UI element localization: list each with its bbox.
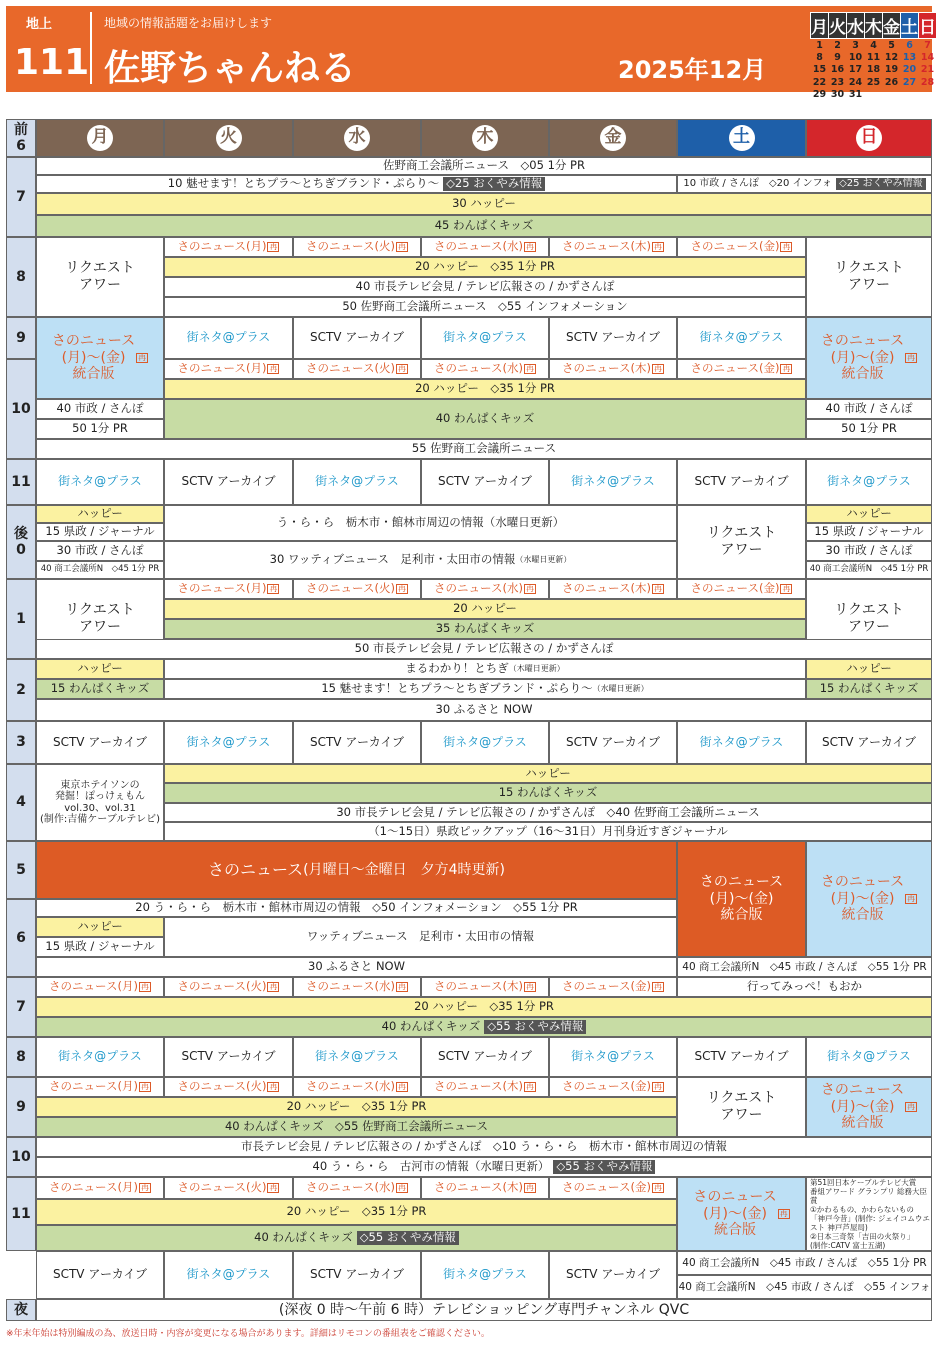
program-cell: 街ネタ@プラス bbox=[677, 317, 806, 359]
program-cell: 30 ハッピー bbox=[36, 193, 932, 215]
sano-news-cell: さのニュース(水) 再 bbox=[421, 237, 549, 257]
day-label: 水 bbox=[344, 125, 370, 151]
program-cell: 45 わんぱくキッズ bbox=[36, 215, 932, 237]
program-cell: リクエスト アワー bbox=[36, 579, 164, 659]
program-cell: 街ネタ@プラス bbox=[806, 1037, 932, 1077]
sano-digest: さのニュース (月)〜(金) 統合版 再 bbox=[806, 317, 932, 399]
program-cell: 35 わんぱくキッズ bbox=[164, 619, 806, 639]
sano-news-cell: さのニュース(月) 再 bbox=[36, 1077, 164, 1097]
program-cell: SCTV アーカイブ bbox=[549, 317, 677, 359]
program-cell: 街ネタ@プラス bbox=[549, 459, 677, 505]
schedule-grid bbox=[6, 119, 932, 1321]
sano-news-cell: さのニュース(水) 再 bbox=[421, 579, 549, 599]
program-cell: リクエスト アワー bbox=[806, 237, 932, 317]
program-cell: SCTV アーカイブ bbox=[806, 721, 932, 764]
hour-label: 9 bbox=[6, 1077, 36, 1137]
calendar-date: 26 bbox=[884, 76, 899, 88]
footer-note: ※年末年始は特別編成の為、放送日時・内容が変更になる場合があります。詳細はリモコンの番組表をご確認ください。 bbox=[6, 1329, 490, 1339]
program-cell: リクエスト アワー bbox=[677, 505, 806, 579]
program-cell: 街ネタ@プラス bbox=[677, 721, 806, 764]
calendar-date: 6 bbox=[906, 39, 913, 51]
program-cell: 街ネタ@プラス bbox=[421, 721, 549, 764]
calendar-date: 15 bbox=[812, 64, 827, 76]
day-header bbox=[806, 119, 932, 157]
calendar-date bbox=[883, 89, 901, 102]
program-cell: SCTV アーカイブ bbox=[421, 459, 549, 505]
sano-news-cell: さのニュース(金) 再 bbox=[677, 359, 806, 379]
hour-label: 5 bbox=[6, 841, 36, 899]
program-cell: リクエスト アワー bbox=[677, 1077, 806, 1137]
program-cell: 40 う・ら・ら 古河市の情報（水曜日更新） ◇55 おくやみ情報 bbox=[36, 1157, 932, 1177]
sano-digest: さのニュース (月)〜(金) 統合版 再 bbox=[36, 317, 164, 399]
calendar-date: 16 bbox=[830, 64, 845, 76]
hour-label: 3 bbox=[6, 721, 36, 764]
program-cell: ハッピー bbox=[806, 505, 932, 523]
day-header bbox=[164, 119, 293, 157]
sano-news-cell: さのニュース(金) 再 bbox=[677, 579, 806, 599]
calendar-date: 11 bbox=[866, 51, 881, 63]
program-cell: 東京ホテイソンの 発掘！ぽっけぇもん vol.30、vol.31 (制作:吉備ケーブルテレビ) bbox=[36, 764, 164, 841]
header-divider bbox=[90, 12, 92, 84]
program-cell: 20 ハッピー ◇35 1分 PR bbox=[36, 1199, 677, 1225]
program-cell: 20 ハッピー ◇35 1分 PR bbox=[36, 997, 932, 1017]
program-cell: 街ネタ@プラス bbox=[164, 1251, 293, 1299]
day-label: 火 bbox=[216, 125, 242, 151]
program-cell: SCTV アーカイブ bbox=[164, 459, 293, 505]
program-cell: 40 商工会議所N ◇45 1分 PR bbox=[806, 561, 932, 579]
sano-news-cell: さのニュース(木) 再 bbox=[549, 579, 677, 599]
program-cell: 40 商工会議所N ◇45 1分 PR bbox=[36, 561, 164, 579]
program-cell: （1〜15日）県政ピックアップ（16〜31日）月刊身近すぎジャーナル bbox=[164, 822, 932, 841]
sano-news-cell: さのニュース(月) 再 bbox=[164, 579, 293, 599]
hour-label: 1 bbox=[6, 579, 36, 659]
sano-news-cell: さのニュース(水) 再 bbox=[421, 359, 549, 379]
program-cell: SCTV アーカイブ bbox=[549, 1251, 677, 1299]
sano-news-cell: さのニュース(月) 再 bbox=[36, 977, 164, 997]
program-cell: 40 市政 / さんぽ bbox=[806, 399, 932, 419]
program-cell: 20 ハッピー ◇35 1分 PR bbox=[36, 1097, 677, 1117]
program-cell: SCTV アーカイブ bbox=[293, 317, 421, 359]
program-cell: 30 市政 / さんぽ bbox=[806, 541, 932, 561]
calendar-date: 3 bbox=[852, 39, 859, 51]
program-cell: 40 市長テレビ会見 / テレビ広報さの / かずさんぽ bbox=[164, 277, 806, 297]
channel-type: 地上 bbox=[26, 17, 53, 32]
calendar-date: 18 bbox=[866, 64, 881, 76]
header-bar bbox=[6, 6, 932, 92]
calendar-date: 10 bbox=[848, 51, 863, 63]
program-cell: 街ネタ@プラス bbox=[421, 1251, 549, 1299]
sano-news-cell: さのニュース(火) 再 bbox=[164, 1177, 293, 1199]
program-cell: 街ネタ@プラス bbox=[806, 459, 932, 505]
calendar-date: 27 bbox=[902, 76, 917, 88]
sano-news-cell: さのニュース(火) 再 bbox=[164, 1077, 293, 1097]
program-cell: 40 商工会議所N ◇45 市政 / さんぽ ◇55 1分 PR bbox=[677, 1251, 932, 1275]
program-cell: 15 わんぱくキッズ bbox=[164, 783, 932, 803]
calendar-date: 14 bbox=[920, 51, 935, 63]
program-cell: 50 1分 PR bbox=[36, 419, 164, 439]
program-note: ◇55 おくやみ情報 bbox=[553, 1160, 655, 1173]
calendar-date: 24 bbox=[848, 76, 863, 88]
program-cell: 15 県政 / ジャーナル bbox=[36, 523, 164, 541]
program-cell: 30 ふるさと NOW bbox=[36, 699, 932, 721]
program-cell: ハッピー bbox=[36, 505, 164, 523]
program-cell: ワッティブニュース 足利市・太田市の情報 bbox=[164, 917, 677, 957]
channel-title: 佐野ちゃんねる bbox=[104, 48, 357, 89]
program-note: ◇25 おくやみ情報 bbox=[443, 177, 545, 190]
sano-news-cell: さのニュース(木) 再 bbox=[549, 237, 677, 257]
calendar-date bbox=[919, 89, 937, 102]
calendar-date bbox=[865, 89, 883, 102]
program-cell: 15 県政 / ジャーナル bbox=[36, 937, 164, 957]
calendar-day-head: 土 bbox=[901, 13, 919, 39]
sano-digest: さのニュース (月)〜(金) 統合版 再 bbox=[806, 1077, 932, 1137]
program-note: （水曜日更新） bbox=[515, 555, 572, 565]
program-cell: SCTV アーカイブ bbox=[677, 1037, 806, 1077]
program-note: ◇55 おくやみ情報 bbox=[484, 1020, 586, 1033]
program-cell: 40 わんぱくキッズ ◇55 佐野商工会議所ニュース bbox=[36, 1117, 677, 1137]
calendar-date: 23 bbox=[830, 76, 845, 88]
sano-news-cell: さのニュース(水) 再 bbox=[293, 977, 421, 997]
program-cell: 40 わんぱくキッズ ◇55 おくやみ情報 bbox=[36, 1225, 677, 1251]
calendar-day-head: 水 bbox=[847, 13, 865, 39]
program-cell: 行ってみっぺ！もおか bbox=[677, 977, 932, 997]
program-cell: 50 市長テレビ会見 / テレビ広報さの / かずさんぽ bbox=[36, 639, 932, 659]
day-header bbox=[549, 119, 677, 157]
program-cell: 街ネタ@プラス bbox=[164, 317, 293, 359]
program-cell: 街ネタ@プラス bbox=[36, 1037, 164, 1077]
sano-news-cell: さのニュース(木) 再 bbox=[421, 977, 549, 997]
sano-news-cell: さのニュース(金) 再 bbox=[549, 1077, 677, 1097]
calendar-date: 20 bbox=[902, 64, 917, 76]
sano-digest: さのニュース (月)〜(金) 統合版 再 bbox=[806, 841, 932, 957]
hour-label: 7 bbox=[6, 977, 36, 1037]
program-cell: ハッピー bbox=[36, 659, 164, 679]
program-cell: 20 ハッピー ◇35 1分 PR bbox=[164, 257, 806, 277]
hour-label: 2 bbox=[6, 659, 36, 721]
program-cell: 15 県政 / ジャーナル bbox=[806, 523, 932, 541]
program-cell: 第51回日本ケーブルテレビ大賞 番組アワード グランプリ 総務大臣賞 ①かわるもの、かわらないもの 「神戸今昔」(制作: ジェイコムウエスト 神戸芦屋局) ②日本三奇祭「吉田の火祭り」 (制作:CATV 富士五湖) bbox=[806, 1177, 932, 1251]
hour-label: 夜 bbox=[6, 1299, 36, 1321]
program-note: (月曜日〜金曜日 夕方4時更新) bbox=[303, 861, 506, 878]
program-cell: 40 商工会議所N ◇45 市政 / さんぽ ◇55 1分 PR bbox=[677, 957, 932, 977]
calendar-date: 25 bbox=[866, 76, 881, 88]
program-cell: まるわかり！とちぎ （木曜日更新） bbox=[164, 659, 806, 679]
program-cell: SCTV アーカイブ bbox=[549, 721, 677, 764]
program-cell: 街ネタ@プラス bbox=[293, 459, 421, 505]
program-cell: 30 市長テレビ会見 / テレビ広報さの / かずさんぽ ◇40 佐野商工会議所ニュース bbox=[164, 803, 932, 822]
sano-digest: さのニュース (月)〜(金) 統合版 再 bbox=[677, 1177, 806, 1251]
program-cell: リクエスト アワー bbox=[36, 237, 164, 317]
calendar-date: 31 bbox=[848, 89, 863, 101]
program-cell: 街ネタ@プラス bbox=[293, 1037, 421, 1077]
program-cell: SCTV アーカイブ bbox=[293, 1251, 421, 1299]
calendar-date: 2 bbox=[834, 39, 841, 51]
hour-label: 6 bbox=[6, 899, 36, 977]
program-cell: リクエスト アワー bbox=[806, 579, 932, 659]
program-cell: (深夜 0 時〜午前 6 時）テレビショッピング専門チャンネル QVC bbox=[36, 1299, 932, 1321]
calendar-date: 19 bbox=[884, 64, 899, 76]
program-cell: SCTV アーカイブ bbox=[677, 459, 806, 505]
sano-news-cell: さのニュース(水) 再 bbox=[293, 1077, 421, 1097]
program-cell: 20 う・ら・ら 栃木市・館林市周辺の情報 ◇50 インフォメーション ◇55 1分 PR bbox=[36, 899, 677, 917]
hour-label: 4 bbox=[6, 764, 36, 841]
calendar-day-head: 金 bbox=[883, 13, 901, 39]
program-cell: SCTV アーカイブ bbox=[293, 721, 421, 764]
calendar-date: 5 bbox=[888, 39, 895, 51]
day-header bbox=[421, 119, 549, 157]
calendar-date: 1 bbox=[816, 39, 823, 51]
calendar-date: 22 bbox=[812, 76, 827, 88]
program-cell: SCTV アーカイブ bbox=[36, 1251, 164, 1299]
calendar-day-head: 月 bbox=[811, 13, 829, 39]
calendar-day-head: 火 bbox=[829, 13, 847, 39]
sano-digest: さのニュース (月)〜(金) 統合版 bbox=[677, 841, 806, 957]
calendar-day-head: 日 bbox=[919, 13, 937, 39]
sano-news-cell: さのニュース(金) 再 bbox=[549, 1177, 677, 1199]
calendar-date: 4 bbox=[870, 39, 877, 51]
day-label: 金 bbox=[600, 125, 626, 151]
program-cell: 街ネタ@プラス bbox=[549, 1037, 677, 1077]
hour-label: 7 bbox=[6, 157, 36, 237]
program-cell: さのニュース (月曜日〜金曜日 夕方4時更新) bbox=[36, 841, 677, 899]
hour-label: 9 bbox=[6, 317, 36, 359]
hour-label: 10 bbox=[6, 1137, 36, 1177]
day-header bbox=[677, 119, 806, 157]
day-header bbox=[293, 119, 421, 157]
program-cell: 30 市政 / さんぽ bbox=[36, 541, 164, 561]
hour-label: 11 bbox=[6, 459, 36, 505]
sano-news-cell: さのニュース(水) 再 bbox=[293, 1177, 421, 1199]
sano-news-cell: さのニュース(火) 再 bbox=[164, 977, 293, 997]
program-cell: SCTV アーカイブ bbox=[36, 721, 164, 764]
tagline: 地域の情報話題をお届けします bbox=[104, 16, 273, 30]
day-label: 土 bbox=[729, 125, 755, 151]
calendar-date: 12 bbox=[884, 51, 899, 63]
program-cell: SCTV アーカイブ bbox=[164, 1037, 293, 1077]
program-note: （木曜日更新） bbox=[508, 664, 565, 674]
calendar-date: 30 bbox=[830, 89, 845, 101]
program-cell: 10 市政 / さんぽ ◇20 インフォ ◇25 おくやみ情報 bbox=[677, 175, 932, 193]
program-cell: 街ネタ@プラス bbox=[421, 317, 549, 359]
program-cell: ハッピー bbox=[36, 917, 164, 937]
sano-news-cell: さのニュース(木) 再 bbox=[549, 359, 677, 379]
hour-label: 10 bbox=[6, 359, 36, 459]
channel-number: 111 bbox=[14, 42, 90, 83]
mini-calendar bbox=[810, 12, 937, 101]
sano-news-cell: さのニュース(月) 再 bbox=[164, 237, 293, 257]
program-cell: 55 佐野商工会議所ニュース bbox=[36, 439, 932, 459]
program-cell: 30 ワッティブニュース 足利市・太田市の情報 （水曜日更新） bbox=[164, 541, 677, 579]
calendar-date: 9 bbox=[834, 51, 841, 63]
sano-news-cell: さのニュース(月) 再 bbox=[164, 359, 293, 379]
program-note: （水曜日更新） bbox=[592, 684, 649, 694]
program-cell: 市長テレビ会見 / テレビ広報さの / かずさんぽ ◇10 う・ら・ら 栃木市・館林市周辺の情報 bbox=[36, 1137, 932, 1157]
hour-label: 後 0 bbox=[6, 505, 36, 579]
sano-news-cell: さのニュース(金) 再 bbox=[677, 237, 806, 257]
calendar-date: 8 bbox=[816, 51, 823, 63]
program-cell: 40 わんぱくキッズ ◇55 おくやみ情報 bbox=[36, 1017, 932, 1037]
program-cell: 40 商工会議所N ◇45 市政 / さんぽ ◇55 インフォ bbox=[677, 1275, 932, 1299]
calendar-day-head: 木 bbox=[865, 13, 883, 39]
hour-label: 8 bbox=[6, 1037, 36, 1077]
program-cell: 10 魅せます！とちプラ〜とちぎブランド・ぷらり〜 ◇25 おくやみ情報 bbox=[36, 175, 677, 193]
sano-news-cell: さのニュース(木) 再 bbox=[421, 1077, 549, 1097]
program-cell: ハッピー bbox=[806, 659, 932, 679]
calendar-date: 7 bbox=[924, 39, 931, 51]
sano-news-cell: さのニュース(木) 再 bbox=[421, 1177, 549, 1199]
program-cell: 15 わんぱくキッズ bbox=[806, 679, 932, 699]
program-cell: 佐野商工会議所ニュース ◇05 1分 PR bbox=[36, 157, 932, 175]
calendar-date: 13 bbox=[902, 51, 917, 63]
program-cell: 40 市政 / さんぽ bbox=[36, 399, 164, 419]
schedule-month: 2025年12月 bbox=[618, 56, 767, 84]
hour-label: 11 bbox=[6, 1177, 36, 1251]
program-cell: 15 わんぱくキッズ bbox=[36, 679, 164, 699]
day-label: 日 bbox=[856, 125, 882, 151]
program-cell: 街ネタ@プラス bbox=[164, 721, 293, 764]
program-cell: 50 1分 PR bbox=[806, 419, 932, 439]
program-cell: 40 わんぱくキッズ bbox=[164, 399, 806, 439]
sano-news-cell: さのニュース(金) 再 bbox=[549, 977, 677, 997]
day-label: 月 bbox=[87, 125, 113, 151]
sano-news-cell: さのニュース(月) 再 bbox=[36, 1177, 164, 1199]
sano-news-cell: さのニュース(火) 再 bbox=[293, 579, 421, 599]
hour-label: 前 6 bbox=[6, 119, 36, 157]
program-cell: う・ら・ら 栃木市・館林市周辺の情報（水曜日更新） bbox=[164, 505, 677, 541]
program-cell: 30 ふるさと NOW bbox=[36, 957, 677, 977]
program-cell: SCTV アーカイブ bbox=[421, 1037, 549, 1077]
calendar-date bbox=[901, 89, 919, 102]
calendar-date: 21 bbox=[920, 64, 935, 76]
program-cell: 50 佐野商工会議所ニュース ◇55 インフォメーション bbox=[164, 297, 806, 317]
sano-news-cell: さのニュース(火) 再 bbox=[293, 237, 421, 257]
sano-news-cell: さのニュース(火) 再 bbox=[293, 359, 421, 379]
program-cell: 街ネタ@プラス bbox=[36, 459, 164, 505]
hour-label: 8 bbox=[6, 237, 36, 317]
program-cell: 15 魅せます！とちプラ〜とちぎブランド・ぷらり〜 （水曜日更新） bbox=[164, 679, 806, 699]
program-cell: 20 ハッピー bbox=[164, 599, 806, 619]
program-cell: 20 ハッピー ◇35 1分 PR bbox=[164, 379, 806, 399]
calendar-date: 29 bbox=[812, 89, 827, 101]
calendar-date: 28 bbox=[920, 76, 935, 88]
program-note: ◇25 おくやみ情報 bbox=[836, 178, 926, 190]
calendar-date: 17 bbox=[848, 64, 863, 76]
program-cell: ハッピー bbox=[164, 764, 932, 783]
day-header bbox=[36, 119, 164, 157]
day-label: 木 bbox=[472, 125, 498, 151]
program-note: ◇55 おくやみ情報 bbox=[357, 1231, 459, 1244]
